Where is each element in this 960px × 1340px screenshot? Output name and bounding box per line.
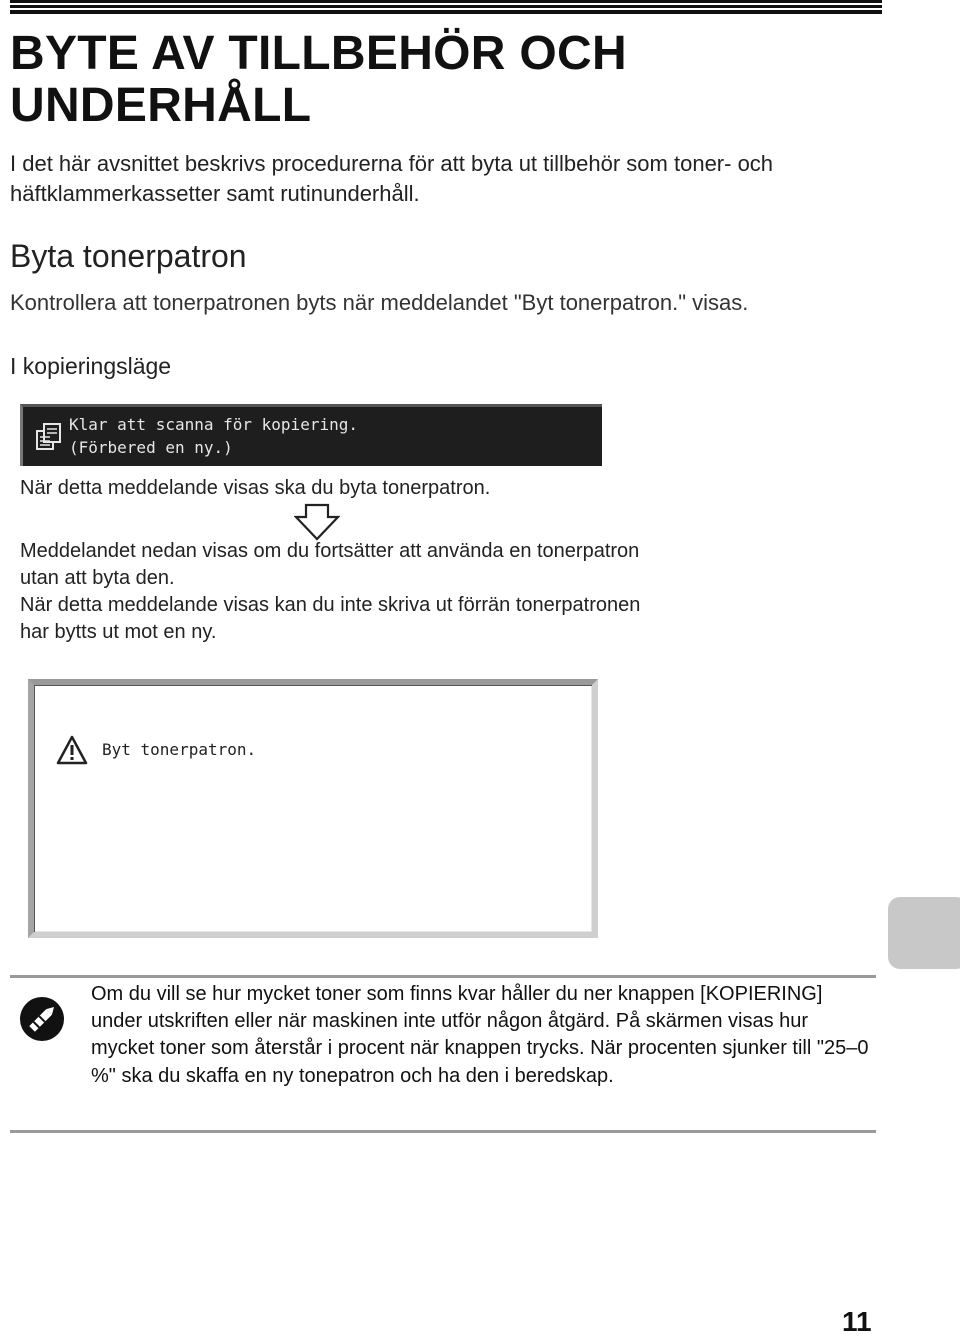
section-lead: Kontrollera att tonerpatronen byts när meddelandet "Byt tonerpatron." visas. (10, 290, 749, 315)
display-line-2: (Förbered en ny.) (69, 438, 233, 457)
page-number: 11 (842, 1306, 872, 1337)
mode-heading: I kopieringsläge (10, 353, 172, 379)
chapter-tab (888, 897, 960, 969)
down-arrow-icon (294, 503, 340, 541)
note-text: Om du vill se hur mycket toner som finns kvar håller du ner knappen [KOPIERING] under utskriften eller när maskinen inte utför någon åtgärd. På skärmen visas hur mycket toner som återstår i procent när knappen trycks. När procenten sjunker till "25–0 %" ska du skaffa en ny tonepatron och ha den i beredskap. (91, 983, 869, 1087)
display-line-1: Klar att scanna för kopiering. (69, 415, 358, 434)
continue-paragraph (20, 538, 660, 646)
note-rule-bottom (10, 1130, 876, 1133)
page-title: BYTE AV TILLBEHÖR OCH UNDERHÅLL (10, 27, 627, 132)
section-heading: Byta tonerpatron (10, 238, 247, 274)
printer-screen (28, 679, 598, 938)
header-rules (10, 0, 882, 16)
copy-mode-icon (35, 421, 63, 451)
note-rule-top (10, 975, 876, 978)
intro-paragraph: I det här avsnittet beskrivs procedurerna för att byta ut tillbehör som toner- och häftklammerkassetter samt rutinunderhåll. (10, 151, 774, 206)
pencil-note-icon (18, 995, 66, 1043)
continue-text-2: När detta meddelande visas kan du inte skriva ut förrän tonerpatronen har bytts ut mot en ny. (20, 594, 641, 643)
warning-icon (56, 735, 88, 765)
after-display-text: När detta meddelande visas ska du byta tonerpatron. (20, 477, 491, 499)
screen-message: Byt tonerpatron. (102, 740, 257, 759)
copy-mode-display (20, 404, 602, 466)
continue-text-1: Meddelandet nedan visas om du fortsätter att använda en tonerpatron utan att byta den. (20, 540, 640, 589)
